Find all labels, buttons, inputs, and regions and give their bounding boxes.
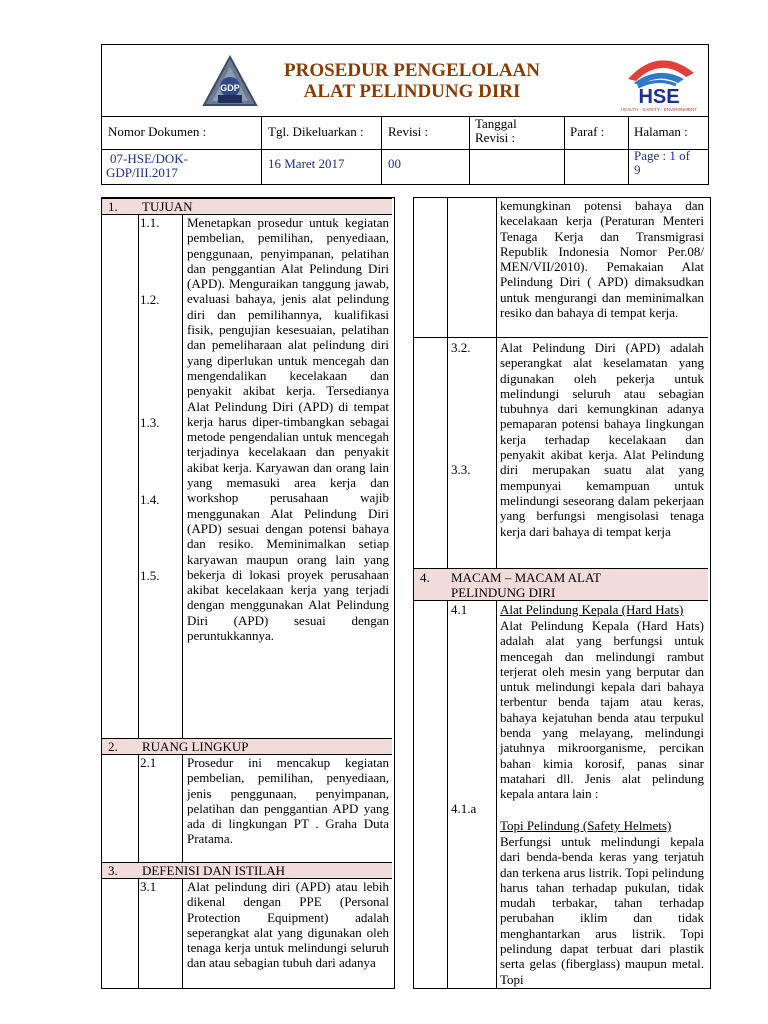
item-number: 1.2.: [140, 292, 160, 307]
label-issued: Tgl. Dikeluarkan :: [268, 124, 364, 139]
hse-logo-text: HSE: [638, 86, 680, 108]
hse-logo-sub: HEALTH · SAFETY · ENVIRONMENT: [620, 107, 698, 112]
hse-logo: [614, 49, 704, 113]
label-revision-date: Tanggal Revisi :: [475, 116, 517, 145]
section-title: RUANG LINGKUP: [142, 739, 249, 754]
document-title: [262, 60, 562, 102]
section-title: DEFENISI DAN ISTILAH: [142, 863, 285, 878]
item-number: 4.1: [451, 602, 468, 617]
section-number: 4.: [420, 570, 430, 585]
item-number: 1.3.: [140, 415, 160, 430]
item-number: 3.3.: [451, 462, 471, 477]
svg-text:GDP: GDP: [220, 83, 240, 93]
value-page: Page : 1 of 9: [634, 148, 690, 177]
section-3-header: [102, 862, 392, 879]
item-number: 1.5.: [140, 568, 160, 583]
section-number: 2.: [108, 739, 118, 754]
item-number: 1.4.: [140, 492, 160, 507]
section-3-2-text: Alat Pelindung Diri (APD) adalah seperangkat alat keselamatan yang digunakan oleh pekerja untuk melindungi seluruh atau sebagian tubuhnya dari kemungkinan adanya pemaparan potensi bahaya lingkungan kerja terhadap kecelakaan dan penyakit akibat kerja. Alat Pelindung diri merupakan suatu alat yang mempunyai kemampuan untuk melindungi seseorang dalam pekerjaan yang berfungsi mengisolasi tenaga kerja dari bahaya di tempat kerja: [500, 340, 704, 539]
section-4-header: [414, 568, 708, 601]
section-4-1-text: Alat Pelindung Kepala (Hard Hats) adalah alat yang berfungsi untuk mencegah dan melindungi rambut terjerat oleh mesin yang berputar dan untuk melindungi kepala dari bahaya terbentur benda tajam atau keras, bahaya kejatuhan benda atau terpukul benda yang melayang, melindungi jatuhnya mikroorganisme, percikan bahan kimia korosif, panas sinar matahari dll. Jenis alat pelindung kepala antara lain :: [500, 618, 704, 802]
item-number: 3.2.: [451, 340, 471, 355]
section-title: MACAM – MACAM ALAT: [451, 570, 601, 585]
section-4-1-a-title: Topi Pelindung (Safety Helmets): [500, 818, 672, 833]
value-doc-no: 07-HSE/DOK- GDP/III.2017: [106, 151, 188, 180]
value-issued: 16 Maret 2017: [268, 156, 345, 171]
section-4-1-title: Alat Pelindung Kepala (Hard Hats): [500, 602, 684, 617]
right-column: [413, 197, 711, 989]
item-number: 4.1.a: [451, 801, 477, 816]
section-3-text: Alat pelindung diri (APD) atau lebih dikenal dengan PPE (Personal Protection Equipment) adalah seperangkat alat yang digunakan oleh tenaga kerja untuk melindungi seluruh dan atau sebagian tubuh dari adanya: [187, 879, 389, 971]
section-3-1-continued: kemungkinan potensi bahaya dan kecelakaan kerja (Peraturan Menteri Tenaga Kerja dan Transmigrasi Republik Indonesia Nomor Per.08/ MEN/VII/2010). Pemakaian Alat Pelindung Diri ( APD) dimaksudkan untuk mengurangi dan meminimalkan resiko dan bahaya di tempat kerja.: [500, 198, 704, 321]
title-line-1: PROSEDUR PENGELOLAAN: [284, 60, 540, 81]
left-column: [101, 197, 395, 989]
section-2-text: Prosedur ini mencakup kegiatan pembelian, pemilihan, penyediaan, jenis penggunaan, penyimpanan, pelatihan dan penggantian APD yang ada di lingkungan PT . Graha Duta Pratama.: [187, 755, 389, 847]
section-number: 1.: [108, 199, 118, 214]
title-line-2: ALAT PELINDUNG DIRI: [303, 81, 521, 102]
section-number: 3.: [108, 863, 118, 878]
company-logo: [200, 53, 260, 109]
section-title: TUJUAN: [142, 199, 193, 214]
section-2-header: [102, 738, 392, 755]
section-4-1-a-text: Berfungsi untuk melindungi kepala dari benda-benda keras yang terjatuh dan terkena arus listrik. Topi pelindung harus tahan terhadap pukulan, tidak mudah terbakar, tahan terhadap perubahan iklim dan tidak menghantarkan arus listrik. Topi pelindung dapat terbuat dari plastik serta gelas (fiberglass) maupun metal. Topi: [500, 834, 704, 987]
section-title: PELINDUNG DIRI: [451, 585, 556, 600]
section-1-header: [102, 198, 392, 215]
label-doc-no: Nomor Dokumen :: [108, 124, 207, 139]
label-revision: Revisi :: [388, 124, 429, 139]
item-number: 3.1: [140, 879, 157, 894]
label-paraf: Paraf :: [570, 124, 605, 139]
section-1-text: Menetapkan prosedur untuk kegiatan pembelian, pemilihan, penyediaan, penggunaan, penyimpanan, pelatihan dan penggantian Alat Pelindung Diri (APD). Menguraikan tanggung jawab, evaluasi bahaya, jenis alat pelindung diri dan pemilihannya, kualifikasi fisik, pengujian kesesuaian, pelatihan dan pemeliharaan alat pelindung diri yang diperlukan untuk mencegah dan mengendalikan kecelakaan dan penyakit akibat kerja. Tersedianya Alat Pelindung Diri (APD) di tempat kerja harus diper-timbangkan sebagai metode pengendalian untuk mencegah terjadinya kecelakaan dan penyakit akibat kerja. Karyawan dan orang lain yang memasuki area kerja dan workshop perusahaan wajib menggunakan Alat Pelindung Diri (APD) sesuai dengan potensi bahaya dan resiko. Meminimalkan setiap karyawan maupun orang lain yang bekerja di lokasi proyek perusahaan akibat kecelakaan kerja yang terjadi dengan menggunakan Alat Pelindung Diri (APD) sesuai dengan peruntukkannya.: [187, 215, 389, 644]
item-number: 1.1.: [140, 215, 160, 230]
value-revision: 00: [388, 156, 401, 171]
document-header: [101, 44, 709, 185]
item-number: 2.1: [140, 755, 157, 770]
label-page: Halaman :: [634, 124, 688, 139]
